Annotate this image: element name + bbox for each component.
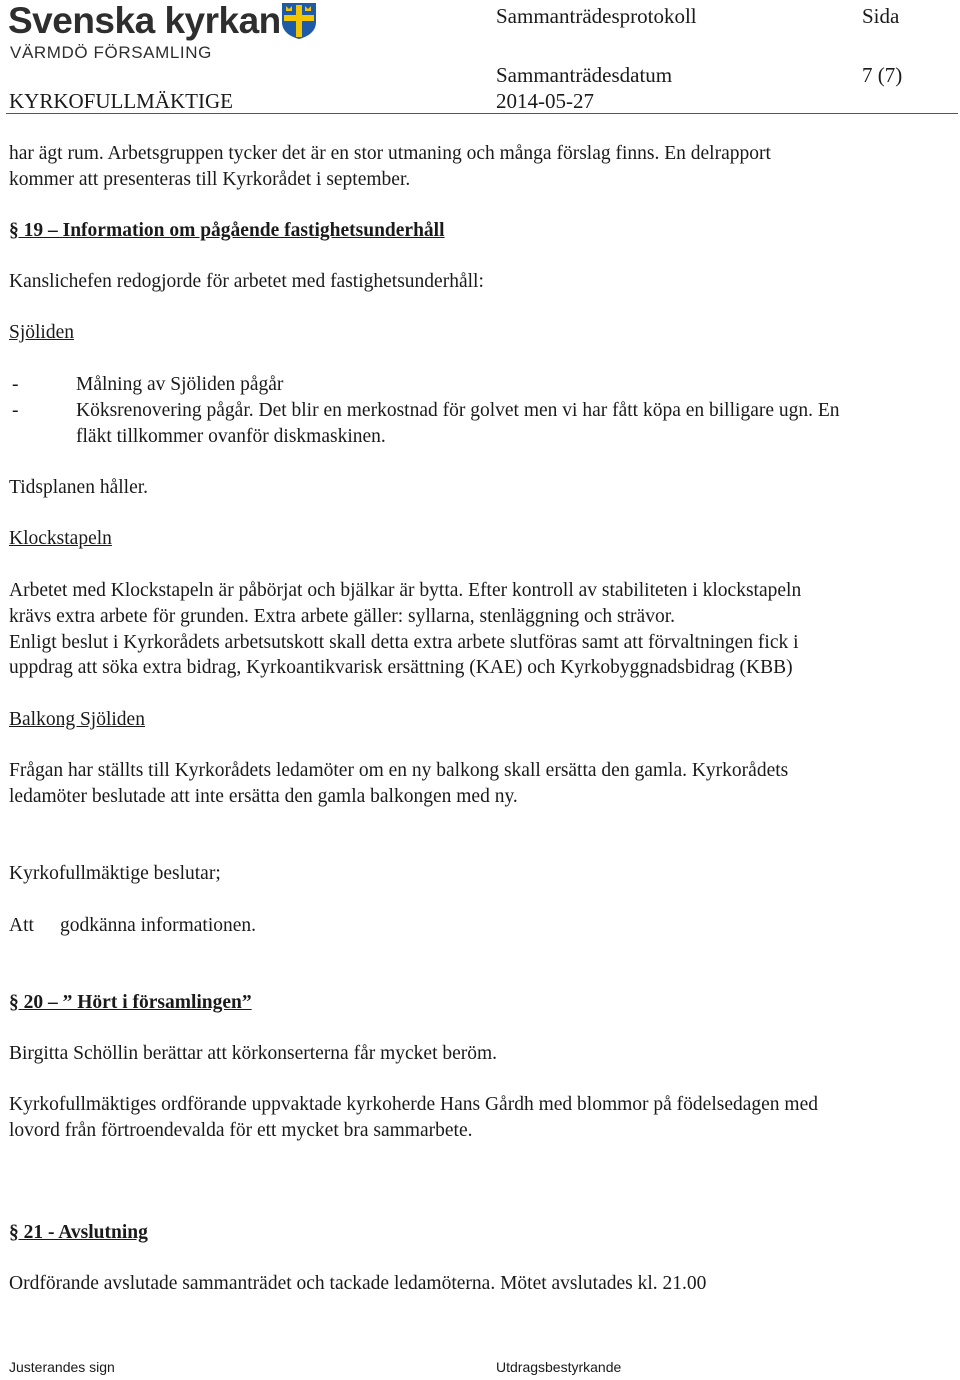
sjoliden-heading: Sjöliden [9,322,75,343]
date-label: Sammanträdesdatum [496,63,673,87]
logo-subtitle: VÄRMDÖ FÖRSAMLING [10,43,212,62]
page-number: 7 (7) [862,63,903,87]
intro-line: har ägt rum. Arbetsgruppen tycker det är en stor utmaning och många förslag finns. En delrapport [9,143,771,164]
balkong-line: ledamöter beslutade att inte ersätta den gamla balkongen med ny. [9,786,518,807]
footer-utdragsbestyrkande: Utdragsbestyrkande [496,1359,622,1375]
bullet-text: Köksrenovering pågår. Det blir en merkostnad för golvet men vi har fått köpa en billigare ugn. En [76,400,840,421]
bullet-dash: - [12,400,19,421]
section-20-heading: § 20 – ” Hört i församlingen” [9,992,252,1013]
body-name: KYRKOFULLMÄKTIGE [9,89,233,113]
klockstapeln-line: krävs extra arbete för grunden. Extra arbete gäller: syllarna, stenläggning och strävor. [9,606,675,627]
meeting-date: 2014-05-27 [496,89,594,113]
section-19-heading: § 19 – Information om pågående fastighetsunderhåll [9,220,445,241]
klockstapeln-line: uppdrag att söka extra bidrag, Kyrkoantikvarisk ersättning (KAE) och Kyrkobyggnadsbidrag (KBB) [9,657,793,678]
balkong-heading: Balkong Sjöliden [9,709,145,730]
klockstapeln-line: Arbetet med Klockstapeln är påbörjat och bjälkar är bytta. Efter kontroll av stabiliteten i klockstapeln [9,580,802,601]
page-label: Sida [862,4,900,28]
document-type: Sammanträdesprotokoll [496,4,697,28]
decision-intro: Kyrkofullmäktige beslutar; [9,863,221,884]
bullet-text: Målning av Sjöliden pågår [76,374,284,395]
header-divider [6,113,958,114]
klockstapeln-heading: Klockstapeln [9,528,112,549]
balkong-line: Frågan har ställts till Kyrkorådets ledamöter om en ny balkong skall ersätta den gamla. Kyrkorådets [9,760,789,781]
church-crest-icon [281,2,317,45]
section-21-heading: § 21 - Avslutning [9,1222,148,1243]
footer-justerandes-sign: Justerandes sign [9,1359,115,1375]
logo-wordmark: Svenska kyrkan [8,0,281,41]
klockstapeln-line: Enligt beslut i Kyrkorådets arbetsutskott skall detta extra arbete slutföras samt att förvaltningen fick i [9,632,799,653]
bullet-text: fläkt tillkommer ovanför diskmaskinen. [76,426,386,447]
decision-att: Att [9,915,34,936]
section-21-text: Ordförande avslutade sammanträdet och tackade ledamöterna. Mötet avslutades kl. 21.00 [9,1273,707,1294]
decision-text: godkänna informationen. [60,915,257,936]
tidsplan-text: Tidsplanen håller. [9,477,149,498]
section-19-intro: Kanslichefen redogjorde för arbetet med fastighetsunderhåll: [9,271,484,292]
intro-line: kommer att presenteras till Kyrkorådet i september. [9,169,411,190]
section-20-paragraph: lovord från förtroendevalda för ett mycket bra sammarbete. [9,1120,473,1141]
bullet-dash: - [12,374,19,395]
section-20-paragraph: Kyrkofullmäktiges ordförande uppvaktade kyrkoherde Hans Gårdh med blommor på födelsedagen med [9,1094,819,1115]
section-20-paragraph: Birgitta Schöllin berättar att körkonserterna får mycket beröm. [9,1043,498,1064]
